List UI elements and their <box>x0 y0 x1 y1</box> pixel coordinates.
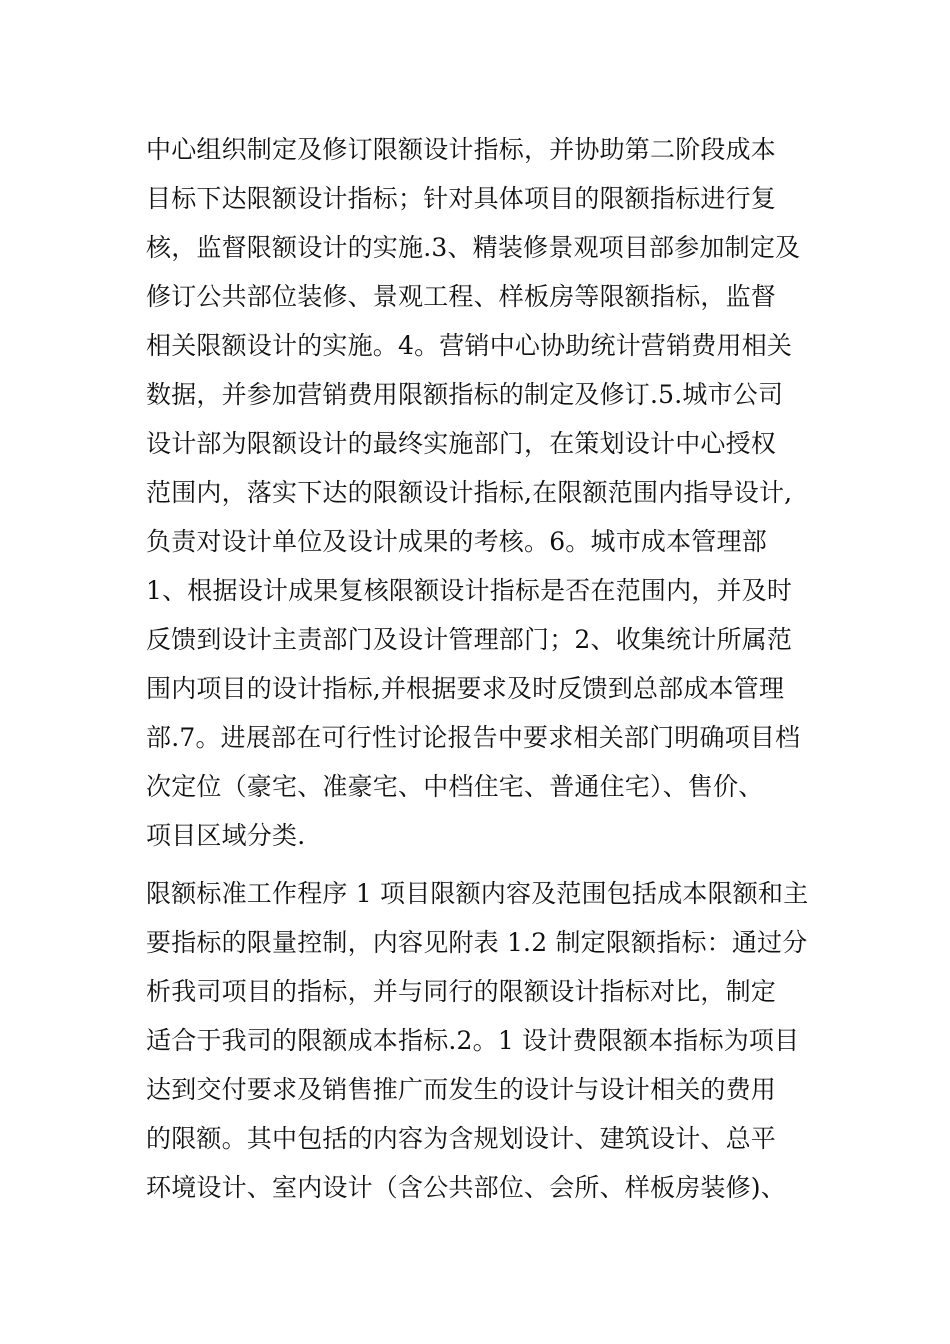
text-line: 部.7。进展部在可行性讨论报告中要求相关部门明确项目档 <box>146 723 801 752</box>
text-line: 的限额。其中包括的内容为含规划设计、建筑设计、总平 <box>146 1124 777 1153</box>
text-line: 范围内，落实下达的限额设计指标,在限额范围内指导设计, <box>146 478 793 507</box>
text-line: 中心组织制定及修订限额设计指标，并协助第二阶段成本 <box>146 135 777 164</box>
paragraph-responsibilities <box>146 125 811 860</box>
text-line: 要指标的限量控制，内容见附表 1.2 制定限额指标：通过分 <box>146 928 808 957</box>
text-line: 修订公共部位装修、景观工程、样板房等限额指标，监督 <box>146 282 777 311</box>
text-line: 环境设计、室内设计（含公共部位、会所、样板房装修)、 <box>146 1173 786 1202</box>
text-line: 析我司项目的指标，并与同行的限额设计指标对比，制定 <box>146 977 777 1006</box>
text-line: 数据，并参加营销费用限额指标的制定及修订.5.城市公司 <box>146 380 784 409</box>
text-line: 项目区域分类. <box>146 821 306 850</box>
paragraph-work-procedure <box>146 869 811 1212</box>
text-line: 目标下达限额设计指标；针对具体项目的限额指标进行复 <box>146 184 777 213</box>
text-line: 达到交付要求及销售推广而发生的设计与设计相关的费用 <box>146 1075 777 1104</box>
text-line: 围内项目的设计指标,并根据要求及时反馈到总部成本管理 <box>146 674 785 703</box>
text-line: 适合于我司的限额成本指标.2。1 设计费限额本指标为项目 <box>146 1026 800 1055</box>
text-line: 限额标准工作程序 1 项目限额内容及范围包括成本限额和主 <box>146 879 809 908</box>
text-line: 核，监督限额设计的实施.3、精装修景观项目部参加制定及 <box>146 233 801 262</box>
text-line: 1、根据设计成果复核限额设计指标是否在范围内，并及时 <box>146 576 793 605</box>
text-line: 相关限额设计的实施。4。营销中心协助统计营销费用相关 <box>146 331 793 360</box>
text-line: 负责对设计单位及设计成果的考核。6。城市成本管理部 <box>146 527 767 556</box>
text-line: 设计部为限额设计的最终实施部门，在策划设计中心授权 <box>146 429 777 458</box>
text-line: 次定位（豪宅、准豪宅、中档住宅、普通住宅）、售价、 <box>146 772 764 801</box>
text-line: 反馈到设计主责部门及设计管理部门；2、收集统计所属范 <box>146 625 793 654</box>
